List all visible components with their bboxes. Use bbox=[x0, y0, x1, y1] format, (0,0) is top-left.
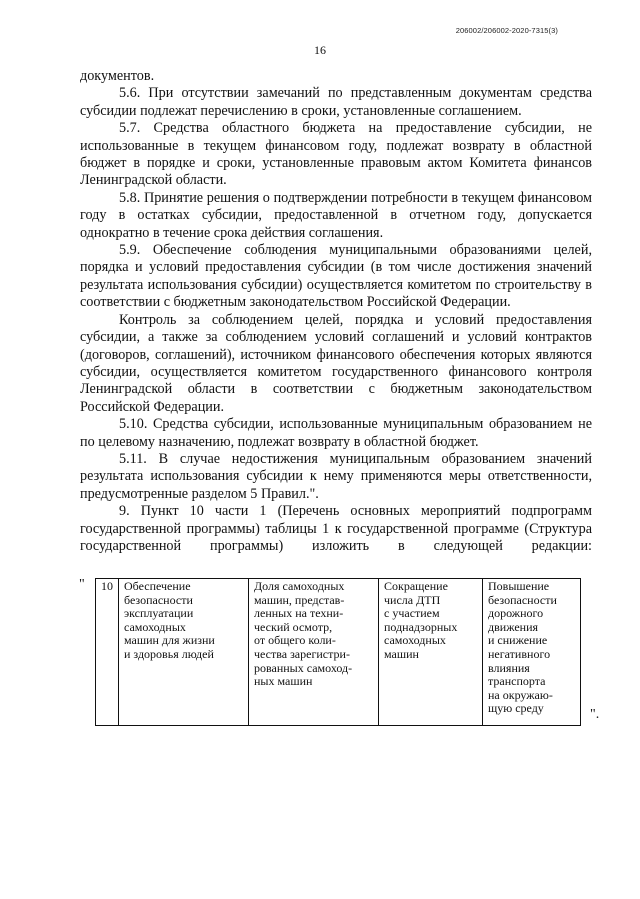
cell-line: от общего коли- bbox=[254, 633, 336, 648]
cell-line: машин, представ- bbox=[254, 592, 345, 607]
page-number: 16 bbox=[314, 43, 326, 57]
cell-line: негативного bbox=[488, 646, 551, 661]
paragraph-5-6: 5.6. При отсутствии замечаний по представленным документам средства субсидии подлежат перечислению в сроки, установленные соглашением. bbox=[80, 85, 592, 119]
paragraph-5-8: 5.8. Принятие решения о подтверждении потребности в текущем финансовом году в остатках субсидии, предоставленной в отчетном году, допускается однократно в течение срока действия соглашения. bbox=[80, 189, 592, 241]
cell-line: транспорта bbox=[488, 674, 546, 689]
row-number: 10 bbox=[96, 579, 119, 726]
paragraph-5-11: 5.11. В случае недостижения муниципальным образованием значений результата использования субсидии к нему применяются меры ответственности, предусмотренные разделом 5 Правил.". bbox=[80, 450, 592, 502]
document-id: 206002/206002-2020-7315(3) bbox=[455, 26, 558, 35]
table-open-quote: " bbox=[79, 577, 85, 592]
cell-line: щую среду bbox=[488, 701, 544, 716]
cell-line: безопасности bbox=[124, 592, 193, 607]
cell-line: самоходных bbox=[124, 619, 186, 634]
paragraph-item-9: 9. Пункт 10 части 1 (Перечень основных мероприятий подпрограмм государственной программы) таблицы 1 к государственной программе (Структура государственной программы) изложить в следующей редакции: bbox=[80, 503, 592, 554]
cell-line: дорожного bbox=[488, 606, 544, 621]
cell-line: ческий осмотр, bbox=[254, 619, 333, 634]
cell-line: машин для жизни bbox=[124, 633, 215, 648]
cell-line: поднадзорных bbox=[384, 619, 458, 634]
paragraph-5-7: 5.7. Средства областного бюджета на предоставление субсидии, не использованные в текущем финансовом году, подлежат возврату в областной бюджет в порядке и сроки, установленные правовым актом Комитета финансов Ленинградской области. bbox=[80, 120, 592, 189]
cell-line: самоходных bbox=[384, 633, 446, 648]
result-cell bbox=[379, 579, 483, 726]
cell-line: ленных на техни- bbox=[254, 606, 344, 621]
indicator-cell bbox=[249, 579, 379, 726]
cell-line: движения bbox=[488, 619, 539, 634]
cell-line: Доля самоходных bbox=[254, 579, 345, 593]
paragraph-control: Контроль за соблюдением целей, порядка и условий предоставления субсидии, а также за соблюдением условий соглашений и условий контрактов (договоров, соглашений), источником финансового обеспечения которых являются субсидии, осуществляется комитетом государственного финансового контроля Ленинградской области в соответствии с бюджетным законодательством Российской Федерации. bbox=[80, 311, 592, 415]
cell-line: числа ДТП bbox=[384, 592, 441, 607]
document-body bbox=[80, 68, 592, 555]
activity-name-cell bbox=[119, 579, 249, 726]
cell-line: эксплуатации bbox=[124, 606, 194, 621]
paragraph-5-10: 5.10. Средства субсидии, использованные муниципальным образованием не по целевому назначению, подлежат возврату в областной бюджет. bbox=[80, 416, 592, 450]
cell-line: Сокращение bbox=[384, 579, 448, 593]
cell-line: рованных самоход- bbox=[254, 660, 353, 675]
cell-line: ных машин bbox=[254, 674, 313, 689]
cell-line: влияния bbox=[488, 660, 530, 675]
paragraph-5-9: 5.9. Обеспечение соблюдения муниципальными образованиями целей, порядка и условий предоставления субсидии (в том числе достижения значений результата использования субсидии) осуществляется комитетом по строительству в соответствии с бюджетным законодательством Российской Федерации. bbox=[80, 242, 592, 311]
cell-line: Повышение bbox=[488, 579, 550, 593]
cell-line: Обеспечение bbox=[124, 579, 191, 593]
cell-line: и здоровья людей bbox=[124, 646, 214, 661]
cell-line: и снижение bbox=[488, 633, 548, 648]
paragraph-continuation: документов. bbox=[80, 68, 155, 84]
table-close-quote: ". bbox=[590, 707, 600, 722]
table-row bbox=[96, 579, 581, 726]
goal-cell bbox=[483, 579, 581, 726]
cell-line: чества зарегистри- bbox=[254, 646, 350, 661]
cell-line: безопасности bbox=[488, 592, 557, 607]
program-table bbox=[95, 578, 581, 726]
cell-line: с участием bbox=[384, 606, 440, 621]
cell-line: на окружаю- bbox=[488, 687, 553, 702]
cell-line: машин bbox=[384, 646, 419, 661]
